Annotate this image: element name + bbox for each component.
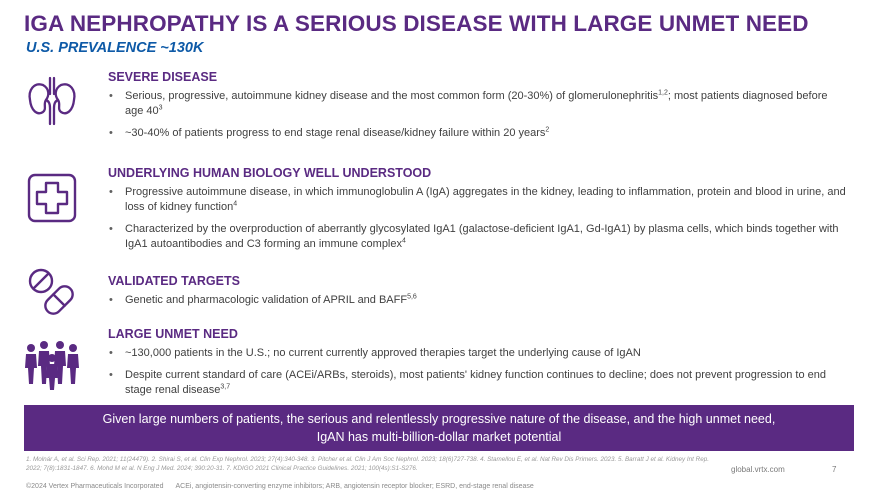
banner-line-1: Given large numbers of patients, the serious and relentlessly progressive nature of the disease, and the high unmet need,	[102, 412, 776, 426]
bullet-item: • Characterized by the overproduction of aberrantly glycosylated IgA1 (galactose-deficient IgA1, Gd-IgA1) by plasma cells, which binds together with IgA1 autoantibodies and C3 forming an immune complex$^4$	[108, 222, 848, 252]
section-unmet-need	[108, 327, 848, 405]
page-title: IGA NEPHROPATHY IS A SERIOUS DISEASE WITH LARGE UNMET NEED	[24, 11, 809, 36]
pills-icon	[24, 264, 80, 320]
bullet-item: • Serious, progressive, autoimmune kidney disease and the most common form (20-30%) of glomerulonephritis$^{1,2}$; most patients diagnosed before age $40^3$	[108, 89, 848, 119]
section-heading: UNDERLYING HUMAN BIOLOGY WELL UNDERSTOOD	[108, 166, 432, 180]
page-number: 7	[832, 465, 837, 474]
footer	[26, 483, 534, 490]
page-subtitle: U.S. PREVALENCE ~130K	[26, 40, 204, 56]
section-heading: SEVERE DISEASE	[108, 70, 218, 84]
bullet-item: • Progressive autoimmune disease, in which immunoglobulin A (IgA) aggregates in the kidney, leading to inflammation, protein and blood in urine, and loss of kidney function$^4$	[108, 185, 848, 215]
people-group-icon	[22, 336, 82, 392]
abbreviations: ACEi, angiotensin-converting enzyme inhibitors; ARB, angiotensin receptor blocker; ESRD, end-stage renal disease	[175, 483, 534, 490]
bullet-item: • Genetic and pharmacologic validation of APRIL and BAFF$^{5,6}$	[108, 293, 848, 308]
medical-cross-icon	[24, 170, 80, 226]
website-link[interactable]: global.vrtx.com	[731, 465, 785, 474]
section-validated-targets	[108, 274, 848, 315]
section-human-biology	[108, 166, 848, 259]
kidneys-icon	[24, 74, 80, 130]
banner-line-2: IgAN has multi-billion-dollar market potential	[316, 430, 562, 444]
bullet-item: • Despite current standard of care (ACEi/ARBs, steroids), most patients' kidney function continues to decline; does not prevent progression to end stage renal disease$^{3,7}$	[108, 368, 848, 398]
copyright: ©2024 Vertex Pharmaceuticals Incorporated	[26, 483, 164, 490]
section-heading: LARGE UNMET NEED	[108, 327, 238, 341]
references: 1. Molnár A, et al. Sci Rep. 2021; 11(24479). 2. Shirai S, et al. Clin Exp Nephrol. 2023; 27(4):340-348. 3. Pitcher et al. Clin J Am Soc Nephrol. 2023; 18(6)727-738. 4. Stamellou E, et al. Nat Rev Dis Primers. 2023. 5. Barratt J et al. Kidney Int Rep. 2022; 7(8):1831-1847. 6. Mohd M et al. N Eng J Med. 2024; 390:20-31. 7. KDIGO 2021 Clinical Practice Guidelines. 2021; 100(4s):S1-S276.	[26, 456, 709, 472]
bullet-item: • ~30-40% of patients progress to end stage renal disease/kidney failure within 20 years$^2$	[108, 126, 848, 141]
section-severe-disease	[108, 70, 848, 148]
bullet-item: • ~130,000 patients in the U.S.; no current currently approved therapies target the underlying cause of IgAN	[108, 346, 848, 361]
conclusion-banner	[24, 405, 854, 451]
section-heading: VALIDATED TARGETS	[108, 274, 240, 288]
